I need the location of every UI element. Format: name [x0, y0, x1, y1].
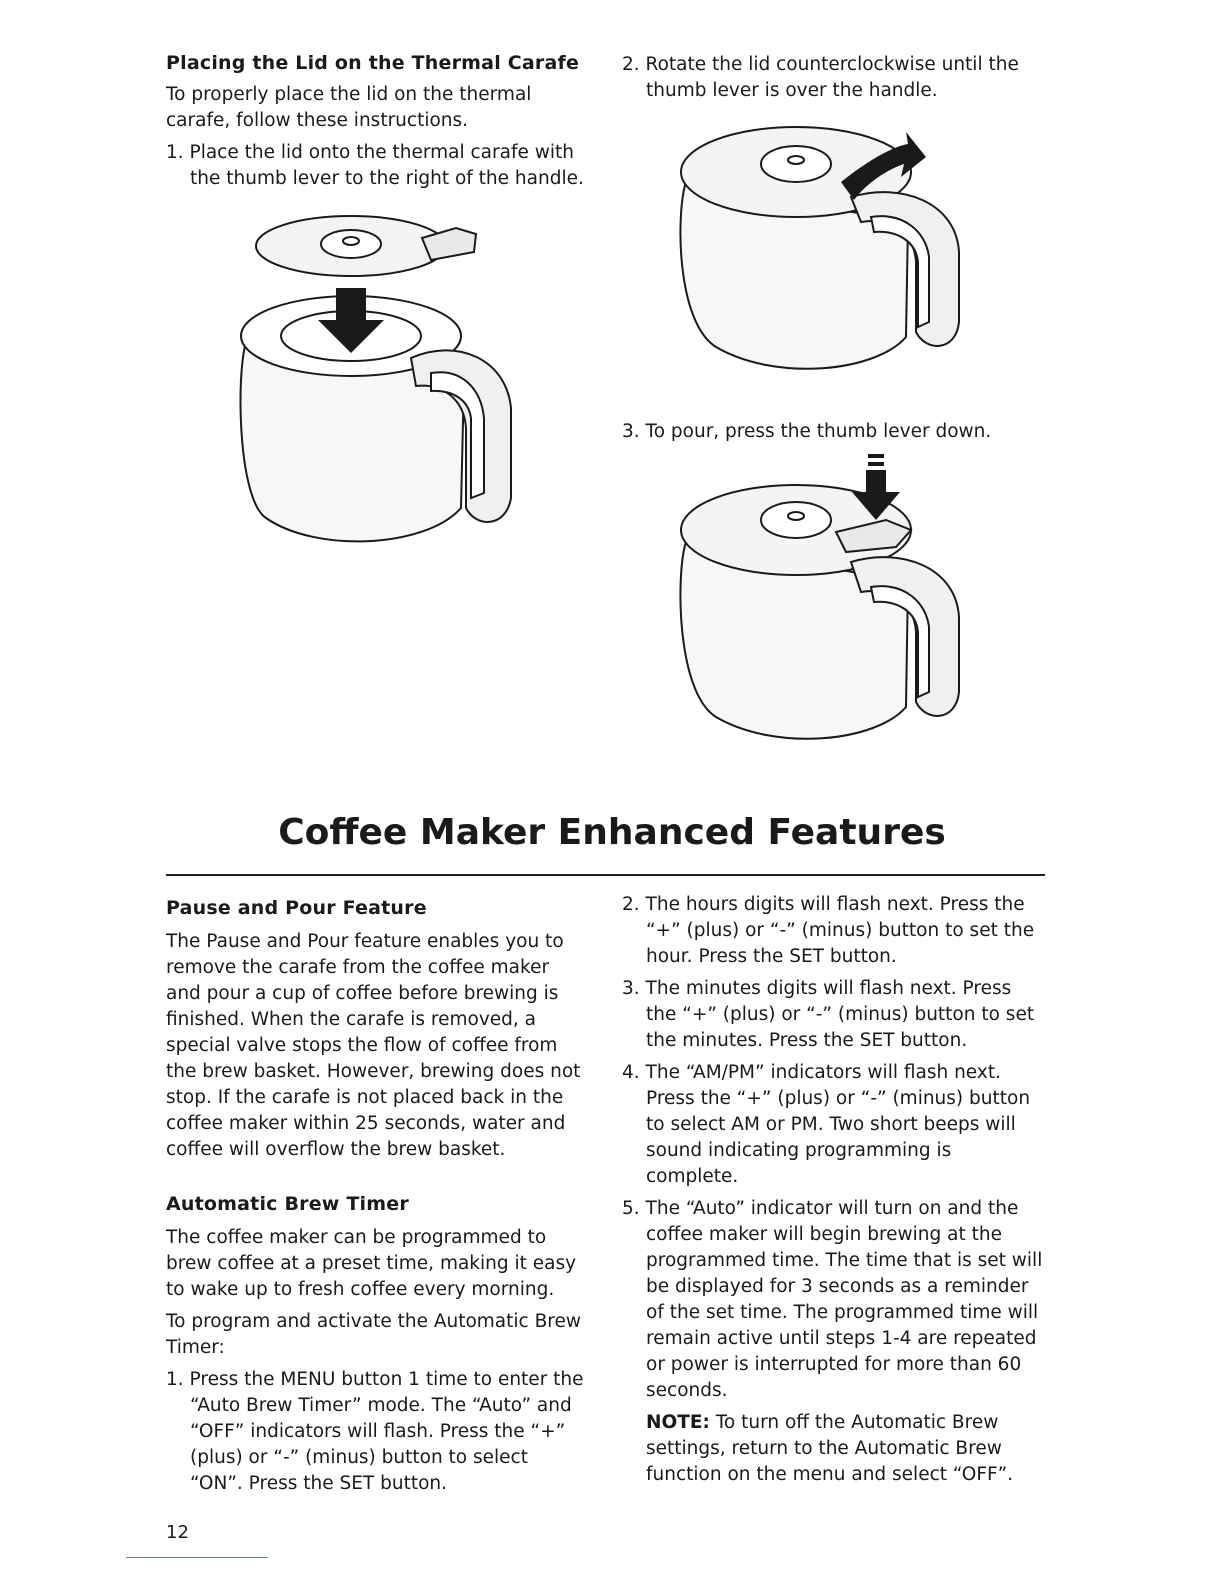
pause-heading: Pause and Pour Feature — [166, 897, 427, 919]
timer-step-1 — [166, 1367, 584, 1497]
features-left-column — [166, 897, 584, 1503]
lid-step-3 — [622, 419, 1022, 445]
step-text: Place the lid onto the thermal carafe with the thumb lever to the right of the handle. — [189, 142, 584, 189]
step-number: 5. — [622, 1198, 640, 1219]
lid-step-2 — [622, 52, 1022, 104]
step-text: The “Auto” indicator will turn on and the coffee maker will begin brewing at the programmed time. The time that is set will be displayed for 3 seconds as a reminder of the set time. The programmed time will remain active until steps 1-4 are repeated or power is interrupted for more than 60 seconds. — [645, 1198, 1043, 1401]
timer-note — [622, 1410, 1046, 1488]
section-title: Coffee Maker Enhanced Features — [278, 812, 946, 853]
lid-instructions-left — [166, 52, 586, 198]
step-text: Press the MENU button 1 time to enter the “Auto Brew Timer” mode. The “Auto” and “OFF” indicators will flash. Press the “+” (plus) or “-” (minus) button to select “ON”. Press the SET button. — [189, 1369, 584, 1494]
pause-body: The Pause and Pour feature enables you to remove the carafe from the coffee maker and pour a cup of coffee before brewing is finished. When the carafe is removed, a special valve stops the flow of coffee from the brew basket. However, brewing does not stop. If the carafe is not placed back in the coffee maker within 25 seconds, water and coffee will overflow the brew basket. — [166, 931, 581, 1160]
lid-step-1 — [166, 140, 586, 192]
step-text: Rotate the lid counterclockwise until the thumb lever is over the handle. — [645, 54, 1019, 101]
timer-step-5 — [622, 1196, 1046, 1404]
step-number: 3. — [622, 978, 640, 999]
step-number: 1. — [166, 142, 184, 163]
footer-line — [126, 1557, 268, 1558]
step-text: The hours digits will flash next. Press the “+” (plus) or “-” (minus) button to set the hour. Press the SET button. — [645, 894, 1035, 967]
carafe-lid-placement-illustration — [226, 208, 526, 553]
lid-instructions-right — [622, 52, 1022, 110]
timer-step-2 — [622, 892, 1046, 970]
step-text: The “AM/PM” indicators will flash next. Press the “+” (plus) or “-” (minus) button to select AM or PM. Two short beeps will sound indicating programming is complete. — [645, 1062, 1031, 1187]
step-number: 4. — [622, 1062, 640, 1083]
note-text: To turn off the Automatic Brew settings, return to the Automatic Brew function on the menu and select “OFF”. — [646, 1412, 1014, 1485]
page-number: 12 — [166, 1522, 189, 1543]
lid-intro: To properly place the lid on the thermal carafe, follow these instructions. — [166, 84, 532, 131]
lid-heading: Placing the Lid on the Thermal Carafe — [166, 52, 580, 74]
lid-instructions-right-3 — [622, 419, 1022, 451]
step-number: 3. — [622, 421, 640, 442]
step-number: 2. — [622, 54, 640, 75]
note-label: NOTE: — [646, 1412, 710, 1433]
timer-body-1: The coffee maker can be programmed to brew coffee at a preset time, making it easy to wake up to fresh coffee every morning. — [166, 1227, 577, 1300]
timer-heading: Automatic Brew Timer — [166, 1193, 409, 1215]
step-number: 2. — [622, 894, 640, 915]
step-number: 1. — [166, 1369, 184, 1390]
carafe-rotate-lid-illustration — [676, 122, 976, 382]
timer-step-4 — [622, 1060, 1046, 1190]
timer-step-3 — [622, 976, 1046, 1054]
step-text: To pour, press the thumb lever down. — [645, 421, 992, 442]
features-right-column — [622, 892, 1046, 1494]
step-text: The minutes digits will flash next. Press the “+” (plus) or “-” (minus) button to set the minutes. Press the SET button. — [645, 978, 1035, 1051]
timer-body-2: To program and activate the Automatic Brew Timer: — [166, 1311, 581, 1358]
title-divider — [166, 874, 1045, 876]
carafe-press-lever-illustration — [676, 452, 976, 752]
